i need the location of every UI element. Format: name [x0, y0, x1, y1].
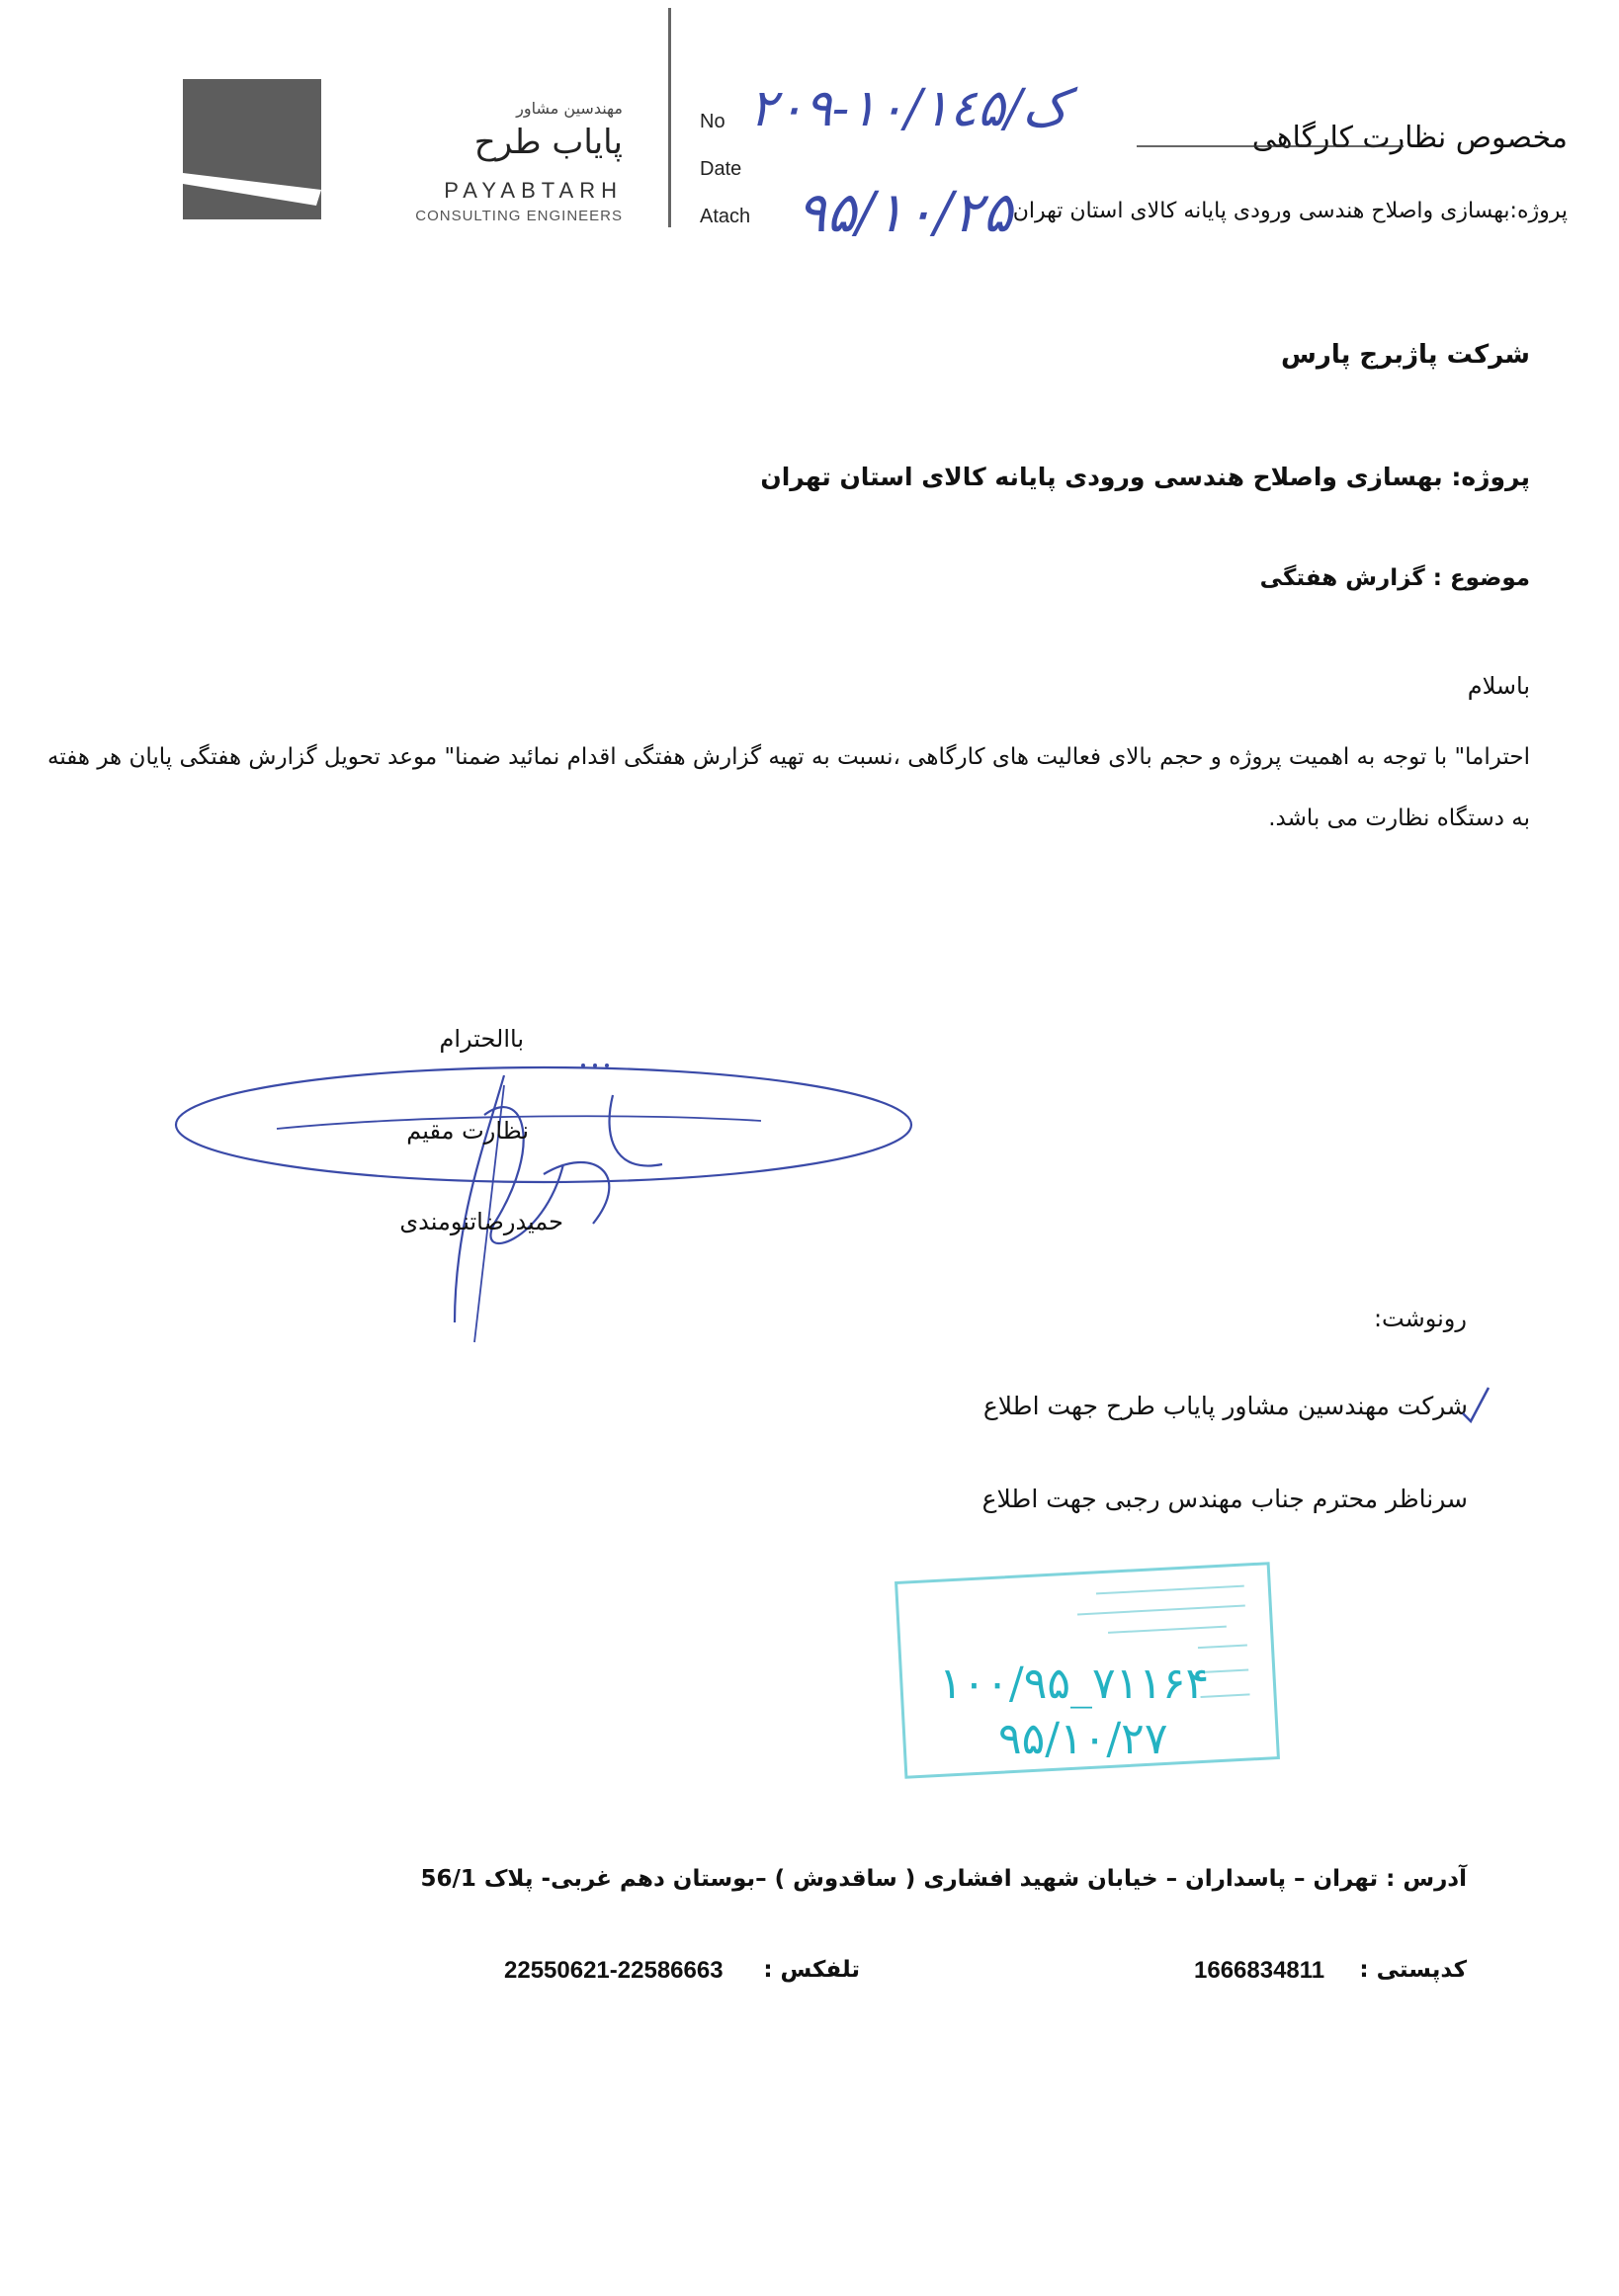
- company-logo-mark: [183, 79, 321, 219]
- date-label: Date: [700, 158, 742, 180]
- header-project: پروژه:بهسازی واصلاح هندسی ورودی پایانه کالای استان تهران: [1012, 199, 1568, 223]
- closing-regards: باالحترام: [439, 1025, 524, 1053]
- subject-line: موضوع : گزارش هفتگی: [1259, 565, 1530, 591]
- header-title: مخصوص نظارت کارگاهی: [1251, 121, 1568, 155]
- body-paragraph: احتراما" با توجه به اهمیت پروژه و حجم بالای فعالیت های کارگاهی ،نسبت به تهیه گزارش هفتگی اقدام نمائید ضمنا" موعد تحویل گزارش هفتگی پایان هر هفته به دستگاه نظارت می باشد.: [47, 744, 1530, 831]
- attach-label: Atach: [700, 206, 751, 227]
- stamp-number: ۱۰۰/۹۵_۷۱۱۶۴: [939, 1658, 1210, 1709]
- footer-address: آدرس : تهران – پاسداران – خیابان شهید افشاری ( ساقدوش ) –بوستان دهم غربی- پلاک 56/1: [420, 1866, 1467, 1892]
- postal-code-value: 1666834811: [1194, 1957, 1325, 1984]
- signatory-name: حمیدرضاتنومندی: [399, 1208, 563, 1235]
- stamp-date: ۹۵/۱۰/۲۷: [998, 1714, 1168, 1764]
- greeting: باسلام: [1467, 672, 1530, 700]
- recipient-company: شرکت پاژبرج پارس: [1280, 340, 1530, 370]
- cc-label: رونوشت:: [1373, 1305, 1467, 1332]
- logo-latin-name: PAYABTARH: [444, 178, 623, 203]
- telefax-value: 22550621-22586663: [504, 1957, 724, 1984]
- logo-farsi-name: پایاب طرح: [473, 123, 623, 162]
- postal-code-label: کدپستی :: [1359, 1957, 1467, 1983]
- letter-number-handwritten: ۲۰۹-۱۰/ک/۱٤۵: [749, 79, 1068, 138]
- number-label: No: [700, 111, 725, 132]
- signatory-role: نظارت مقیم: [406, 1117, 529, 1145]
- logo-farsi-subtitle: مهندسین مشاور: [516, 99, 623, 118]
- cc-item: شرکت مهندسین مشاور پایاب طرح جهت اطلاع: [982, 1392, 1468, 1420]
- header-divider: [668, 8, 671, 227]
- letter-date-handwritten: ۹۵/۱۰/۲۵: [797, 181, 1013, 245]
- header-title-underline: [1137, 144, 1404, 148]
- logo-latin-subtitle: CONSULTING ENGINEERS: [415, 208, 623, 224]
- handwritten-signature: [168, 1026, 939, 1352]
- project-line: پروژه: بهسازی واصلاح هندسی ورودی پایانه کالای استان تهران: [760, 463, 1530, 491]
- telefax-label: تلفکس :: [763, 1957, 860, 1983]
- cc-item: سرناظر محترم جناب مهندس رجبی جهت اطلاع: [981, 1485, 1468, 1513]
- check-mark-icon: [1461, 1384, 1491, 1423]
